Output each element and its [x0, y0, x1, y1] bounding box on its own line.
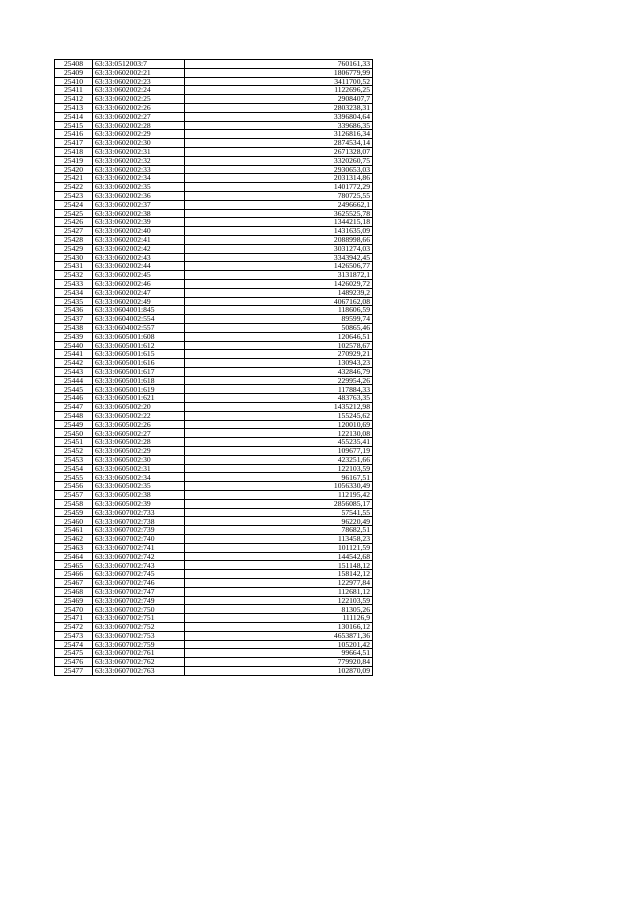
- cadastral-value-cell: 122103,59: [185, 596, 373, 605]
- cadastral-number-cell: 63:33:0602002:24: [93, 86, 185, 95]
- cadastral-value-cell: 96220,49: [185, 517, 373, 526]
- cadastral-value-cell: 112681,12: [185, 587, 373, 596]
- cadastral-value-cell: 118606,59: [185, 306, 373, 315]
- row-number-cell: 25477: [55, 666, 93, 675]
- row-number-cell: 25449: [55, 420, 93, 429]
- table-row: [55, 411, 373, 420]
- table-body: [55, 60, 373, 676]
- row-number-cell: 25459: [55, 508, 93, 517]
- cadastral-number-cell: 63:33:0605002:26: [93, 420, 185, 429]
- row-number-cell: 25419: [55, 156, 93, 165]
- cadastral-number-cell: 63:33:0605001:615: [93, 350, 185, 359]
- cadastral-value-cell: 101121,59: [185, 543, 373, 552]
- cadastral-number-cell: 63:33:0605001:612: [93, 341, 185, 350]
- table-row: [55, 165, 373, 174]
- cadastral-value-cell: 1426029,72: [185, 279, 373, 288]
- cadastral-number-cell: 63:33:0605002:38: [93, 491, 185, 500]
- row-number-cell: 25439: [55, 332, 93, 341]
- row-number-cell: 25465: [55, 561, 93, 570]
- row-number-cell: 25416: [55, 130, 93, 139]
- table-row: [55, 482, 373, 491]
- cadastral-value-cell: 120646,51: [185, 332, 373, 341]
- cadastral-number-cell: 63:33:0604002:557: [93, 323, 185, 332]
- row-number-cell: 25455: [55, 473, 93, 482]
- cadastral-number-cell: 63:33:0602002:44: [93, 262, 185, 271]
- cadastral-value-cell: 760161,33: [185, 60, 373, 69]
- cadastral-value-cell: 130943,23: [185, 359, 373, 368]
- row-number-cell: 25411: [55, 86, 93, 95]
- row-number-cell: 25441: [55, 350, 93, 359]
- row-number-cell: 25453: [55, 455, 93, 464]
- cadastral-value-cell: 2856085,17: [185, 499, 373, 508]
- row-number-cell: 25422: [55, 183, 93, 192]
- row-number-cell: 25443: [55, 367, 93, 376]
- cadastral-number-cell: 63:33:0602002:31: [93, 147, 185, 156]
- row-number-cell: 25440: [55, 341, 93, 350]
- cadastral-value-cell: 117884,33: [185, 385, 373, 394]
- row-number-cell: 25476: [55, 658, 93, 667]
- cadastral-value-cell: 1426506,77: [185, 262, 373, 271]
- table-row: [55, 552, 373, 561]
- row-number-cell: 25447: [55, 403, 93, 412]
- cadastral-value-cell: 122130,08: [185, 429, 373, 438]
- row-number-cell: 25431: [55, 262, 93, 271]
- cadastral-number-cell: 63:33:0602002:45: [93, 271, 185, 280]
- cadastral-value-cell: 423251,66: [185, 455, 373, 464]
- cadastral-number-cell: 63:33:0604002:554: [93, 315, 185, 324]
- cadastral-value-cell: 3320260,75: [185, 156, 373, 165]
- table-row: [55, 438, 373, 447]
- row-number-cell: 25423: [55, 191, 93, 200]
- row-number-cell: 25412: [55, 95, 93, 104]
- table-row: [55, 174, 373, 183]
- table-row: [55, 297, 373, 306]
- table-row: [55, 95, 373, 104]
- cadastral-number-cell: 63:33:0602002:35: [93, 183, 185, 192]
- cadastral-number-cell: 63:33:0607002:739: [93, 526, 185, 535]
- cadastral-value-cell: 81305,26: [185, 605, 373, 614]
- cadastral-value-cell: 50865,46: [185, 323, 373, 332]
- row-number-cell: 25472: [55, 623, 93, 632]
- cadastral-number-cell: 63:33:0602002:26: [93, 103, 185, 112]
- cadastral-number-cell: 63:33:0602002:39: [93, 218, 185, 227]
- cadastral-value-cell: 3343942,45: [185, 253, 373, 262]
- cadastral-number-cell: 63:33:0602002:34: [93, 174, 185, 183]
- cadastral-value-cell: 1401772,29: [185, 183, 373, 192]
- row-number-cell: 25457: [55, 491, 93, 500]
- row-number-cell: 25454: [55, 464, 93, 473]
- table-row: [55, 403, 373, 412]
- row-number-cell: 25429: [55, 244, 93, 253]
- cadastral-value-cell: 120010,69: [185, 420, 373, 429]
- row-number-cell: 25426: [55, 218, 93, 227]
- cadastral-value-cell: 780725,55: [185, 191, 373, 200]
- cadastral-number-cell: 63:33:0602002:38: [93, 209, 185, 218]
- table-row: [55, 68, 373, 77]
- table-row: [55, 244, 373, 253]
- cadastral-number-cell: 63:33:0607002:740: [93, 535, 185, 544]
- cadastral-value-cell: 1489239,2: [185, 288, 373, 297]
- cadastral-number-cell: 63:33:0605002:28: [93, 438, 185, 447]
- table-row: [55, 112, 373, 121]
- row-number-cell: 25451: [55, 438, 93, 447]
- row-number-cell: 25468: [55, 587, 93, 596]
- cadastral-number-cell: 63:33:0602002:32: [93, 156, 185, 165]
- cadastral-value-cell: 3126816,34: [185, 130, 373, 139]
- row-number-cell: 25452: [55, 447, 93, 456]
- cadastral-value-cell: 2031314,86: [185, 174, 373, 183]
- cadastral-number-cell: 63:33:0604001:845: [93, 306, 185, 315]
- table-row: [55, 614, 373, 623]
- cadastral-value-cell: 2930653,03: [185, 165, 373, 174]
- cadastral-value-cell: 2908407,7: [185, 95, 373, 104]
- cadastral-value-cell: 102578,67: [185, 341, 373, 350]
- cadastral-value-cell: 3396804,64: [185, 112, 373, 121]
- cadastral-value-cell: 432846,79: [185, 367, 373, 376]
- table-row: [55, 658, 373, 667]
- row-number-cell: 25471: [55, 614, 93, 623]
- table-row: [55, 508, 373, 517]
- cadastral-value-cell: 1806779,99: [185, 68, 373, 77]
- cadastral-number-cell: 63:33:0605002:35: [93, 482, 185, 491]
- cadastral-number-cell: 63:33:0605002:27: [93, 429, 185, 438]
- cadastral-number-cell: 63:33:0605002:20: [93, 403, 185, 412]
- table-row: [55, 139, 373, 148]
- cadastral-value-cell: 455235,41: [185, 438, 373, 447]
- table-row: [55, 447, 373, 456]
- cadastral-number-cell: 63:33:0602002:36: [93, 191, 185, 200]
- table-row: [55, 491, 373, 500]
- cadastral-value-cell: 96167,51: [185, 473, 373, 482]
- table-row: [55, 596, 373, 605]
- table-row: [55, 359, 373, 368]
- cadastral-number-cell: 63:33:0602002:49: [93, 297, 185, 306]
- cadastral-number-cell: 63:33:0607002:752: [93, 623, 185, 632]
- cadastral-number-cell: 63:33:0602002:25: [93, 95, 185, 104]
- table-row: [55, 253, 373, 262]
- table-row: [55, 631, 373, 640]
- table-row: [55, 350, 373, 359]
- table-row: [55, 587, 373, 596]
- row-number-cell: 25425: [55, 209, 93, 218]
- row-number-cell: 25424: [55, 200, 93, 209]
- cadastral-value-cell: 109677,19: [185, 447, 373, 456]
- row-number-cell: 25427: [55, 227, 93, 236]
- cadastral-number-cell: 63:33:0602002:43: [93, 253, 185, 262]
- cadastral-number-cell: 63:33:0605001:621: [93, 394, 185, 403]
- table-row: [55, 499, 373, 508]
- cadastral-number-cell: 63:33:0605001:616: [93, 359, 185, 368]
- table-row: [55, 262, 373, 271]
- table-row: [55, 526, 373, 535]
- table-row: [55, 332, 373, 341]
- cadastral-number-cell: 63:33:0607002:747: [93, 587, 185, 596]
- row-number-cell: 25438: [55, 323, 93, 332]
- table-row: [55, 315, 373, 324]
- row-number-cell: 25444: [55, 376, 93, 385]
- cadastral-number-cell: 63:33:0607002:743: [93, 561, 185, 570]
- cadastral-number-cell: 63:33:0607002:749: [93, 596, 185, 605]
- cadastral-value-table: [54, 59, 373, 676]
- cadastral-number-cell: 63:33:0607002:745: [93, 570, 185, 579]
- cadastral-value-cell: 57541,55: [185, 508, 373, 517]
- row-number-cell: 25428: [55, 235, 93, 244]
- row-number-cell: 25474: [55, 640, 93, 649]
- cadastral-number-cell: 63:33:0607002:762: [93, 658, 185, 667]
- table-row: [55, 121, 373, 130]
- row-number-cell: 25470: [55, 605, 93, 614]
- row-number-cell: 25414: [55, 112, 93, 121]
- table-row: [55, 218, 373, 227]
- cadastral-number-cell: 63:33:0607002:763: [93, 666, 185, 675]
- cadastral-value-cell: 155245,62: [185, 411, 373, 420]
- cadastral-number-cell: 63:33:0605001:608: [93, 332, 185, 341]
- cadastral-number-cell: 63:33:0607002:746: [93, 579, 185, 588]
- cadastral-number-cell: 63:33:0602002:30: [93, 139, 185, 148]
- cadastral-number-cell: 63:33:0605002:22: [93, 411, 185, 420]
- row-number-cell: 25434: [55, 288, 93, 297]
- row-number-cell: 25475: [55, 649, 93, 658]
- row-number-cell: 25446: [55, 394, 93, 403]
- cadastral-number-cell: 63:33:0607002:751: [93, 614, 185, 623]
- cadastral-value-cell: 270929,21: [185, 350, 373, 359]
- row-number-cell: 25433: [55, 279, 93, 288]
- cadastral-value-cell: 1431635,09: [185, 227, 373, 236]
- cadastral-number-cell: 63:33:0605001:618: [93, 376, 185, 385]
- row-number-cell: 25463: [55, 543, 93, 552]
- cadastral-value-cell: 779920,84: [185, 658, 373, 667]
- cadastral-number-cell: 63:33:0602002:27: [93, 112, 185, 121]
- table-row: [55, 394, 373, 403]
- cadastral-value-cell: 3031274,03: [185, 244, 373, 253]
- cadastral-value-cell: 151148,12: [185, 561, 373, 570]
- cadastral-number-cell: 63:33:0602002:42: [93, 244, 185, 253]
- table-row: [55, 156, 373, 165]
- cadastral-number-cell: 63:33:0602002:40: [93, 227, 185, 236]
- cadastral-value-cell: 112195,42: [185, 491, 373, 500]
- row-number-cell: 25461: [55, 526, 93, 535]
- cadastral-value-cell: 4653871,36: [185, 631, 373, 640]
- row-number-cell: 25435: [55, 297, 93, 306]
- cadastral-value-cell: 1056330,49: [185, 482, 373, 491]
- cadastral-number-cell: 63:33:0602002:28: [93, 121, 185, 130]
- table-row: [55, 271, 373, 280]
- cadastral-number-cell: 63:33:0605002:39: [93, 499, 185, 508]
- row-number-cell: 25418: [55, 147, 93, 156]
- cadastral-value-cell: 2874534,14: [185, 139, 373, 148]
- cadastral-value-cell: 2496662,1: [185, 200, 373, 209]
- table-row: [55, 385, 373, 394]
- table-row: [55, 130, 373, 139]
- cadastral-number-cell: 63:33:0607002:753: [93, 631, 185, 640]
- table-row: [55, 103, 373, 112]
- table-row: [55, 183, 373, 192]
- table-row: [55, 60, 373, 69]
- row-number-cell: 25415: [55, 121, 93, 130]
- cadastral-number-cell: 63:33:0602002:21: [93, 68, 185, 77]
- row-number-cell: 25445: [55, 385, 93, 394]
- table-row: [55, 191, 373, 200]
- cadastral-value-cell: 102870,09: [185, 666, 373, 675]
- row-number-cell: 25436: [55, 306, 93, 315]
- cadastral-value-cell: 99664,51: [185, 649, 373, 658]
- table-row: [55, 543, 373, 552]
- row-number-cell: 25408: [55, 60, 93, 69]
- row-number-cell: 25448: [55, 411, 93, 420]
- row-number-cell: 25466: [55, 570, 93, 579]
- table-row: [55, 561, 373, 570]
- cadastral-number-cell: 63:33:0602002:41: [93, 235, 185, 244]
- table-row: [55, 473, 373, 482]
- row-number-cell: 25417: [55, 139, 93, 148]
- table-row: [55, 640, 373, 649]
- cadastral-number-cell: 63:33:0607002:742: [93, 552, 185, 561]
- row-number-cell: 25437: [55, 315, 93, 324]
- table-row: [55, 429, 373, 438]
- cadastral-value-cell: 78682,51: [185, 526, 373, 535]
- cadastral-number-cell: 63:33:0605002:30: [93, 455, 185, 464]
- table-row: [55, 209, 373, 218]
- cadastral-value-cell: 111126,9: [185, 614, 373, 623]
- table-row: [55, 341, 373, 350]
- cadastral-number-cell: 63:33:0512003:7: [93, 60, 185, 69]
- row-number-cell: 25467: [55, 579, 93, 588]
- row-number-cell: 25473: [55, 631, 93, 640]
- cadastral-value-cell: 2088998,66: [185, 235, 373, 244]
- row-number-cell: 25460: [55, 517, 93, 526]
- cadastral-value-cell: 3131872,1: [185, 271, 373, 280]
- row-number-cell: 25469: [55, 596, 93, 605]
- cadastral-value-cell: 144542,68: [185, 552, 373, 561]
- row-number-cell: 25464: [55, 552, 93, 561]
- row-number-cell: 25420: [55, 165, 93, 174]
- cadastral-value-cell: 3625525,78: [185, 209, 373, 218]
- table-row: [55, 279, 373, 288]
- cadastral-value-cell: 113458,23: [185, 535, 373, 544]
- cadastral-value-cell: 130166,12: [185, 623, 373, 632]
- table-row: [55, 306, 373, 315]
- cadastral-value-cell: 2803238,31: [185, 103, 373, 112]
- table-row: [55, 464, 373, 473]
- cadastral-value-cell: 122977,84: [185, 579, 373, 588]
- table-row: [55, 420, 373, 429]
- cadastral-number-cell: 63:33:0605002:29: [93, 447, 185, 456]
- cadastral-value-cell: 105201,42: [185, 640, 373, 649]
- cadastral-number-cell: 63:33:0607002:761: [93, 649, 185, 658]
- cadastral-value-cell: 3411700,52: [185, 77, 373, 86]
- table-row: [55, 86, 373, 95]
- cadastral-value-cell: 122103,59: [185, 464, 373, 473]
- cadastral-value-cell: 89599,74: [185, 315, 373, 324]
- cadastral-number-cell: 63:33:0605001:619: [93, 385, 185, 394]
- row-number-cell: 25410: [55, 77, 93, 86]
- cadastral-value-cell: 4067162,08: [185, 297, 373, 306]
- cadastral-number-cell: 63:33:0602002:47: [93, 288, 185, 297]
- table-row: [55, 570, 373, 579]
- cadastral-value-cell: 339686,35: [185, 121, 373, 130]
- row-number-cell: 25456: [55, 482, 93, 491]
- table-row: [55, 535, 373, 544]
- cadastral-number-cell: 63:33:0607002:733: [93, 508, 185, 517]
- table-row: [55, 649, 373, 658]
- cadastral-value-cell: 483763,35: [185, 394, 373, 403]
- table-row: [55, 623, 373, 632]
- table-row: [55, 235, 373, 244]
- table-row: [55, 666, 373, 675]
- cadastral-number-cell: 63:33:0607002:738: [93, 517, 185, 526]
- row-number-cell: 25442: [55, 359, 93, 368]
- cadastral-number-cell: 63:33:0602002:46: [93, 279, 185, 288]
- row-number-cell: 25413: [55, 103, 93, 112]
- table-row: [55, 323, 373, 332]
- cadastral-number-cell: 63:33:0602002:37: [93, 200, 185, 209]
- cadastral-number-cell: 63:33:0602002:29: [93, 130, 185, 139]
- row-number-cell: 25421: [55, 174, 93, 183]
- cadastral-number-cell: 63:33:0607002:759: [93, 640, 185, 649]
- cadastral-number-cell: 63:33:0605002:34: [93, 473, 185, 482]
- cadastral-value-cell: 2671328,07: [185, 147, 373, 156]
- cadastral-number-cell: 63:33:0607002:741: [93, 543, 185, 552]
- row-number-cell: 25430: [55, 253, 93, 262]
- table-row: [55, 147, 373, 156]
- cadastral-number-cell: 63:33:0607002:750: [93, 605, 185, 614]
- table-row: [55, 227, 373, 236]
- table-row: [55, 605, 373, 614]
- row-number-cell: 25432: [55, 271, 93, 280]
- table-row: [55, 376, 373, 385]
- cadastral-number-cell: 63:33:0602002:23: [93, 77, 185, 86]
- cadastral-value-cell: 1122696,25: [185, 86, 373, 95]
- row-number-cell: 25462: [55, 535, 93, 544]
- cadastral-value-cell: 229954,26: [185, 376, 373, 385]
- cadastral-value-cell: 158142,12: [185, 570, 373, 579]
- table-row: [55, 367, 373, 376]
- cadastral-value-cell: 1435212,98: [185, 403, 373, 412]
- table-row: [55, 77, 373, 86]
- table-row: [55, 579, 373, 588]
- table-row: [55, 517, 373, 526]
- cadastral-number-cell: 63:33:0605002:31: [93, 464, 185, 473]
- cadastral-number-cell: 63:33:0605001:617: [93, 367, 185, 376]
- row-number-cell: 25409: [55, 68, 93, 77]
- row-number-cell: 25450: [55, 429, 93, 438]
- table-row: [55, 288, 373, 297]
- row-number-cell: 25458: [55, 499, 93, 508]
- table-row: [55, 200, 373, 209]
- table-row: [55, 455, 373, 464]
- cadastral-value-cell: 1344215,18: [185, 218, 373, 227]
- cadastral-number-cell: 63:33:0602002:33: [93, 165, 185, 174]
